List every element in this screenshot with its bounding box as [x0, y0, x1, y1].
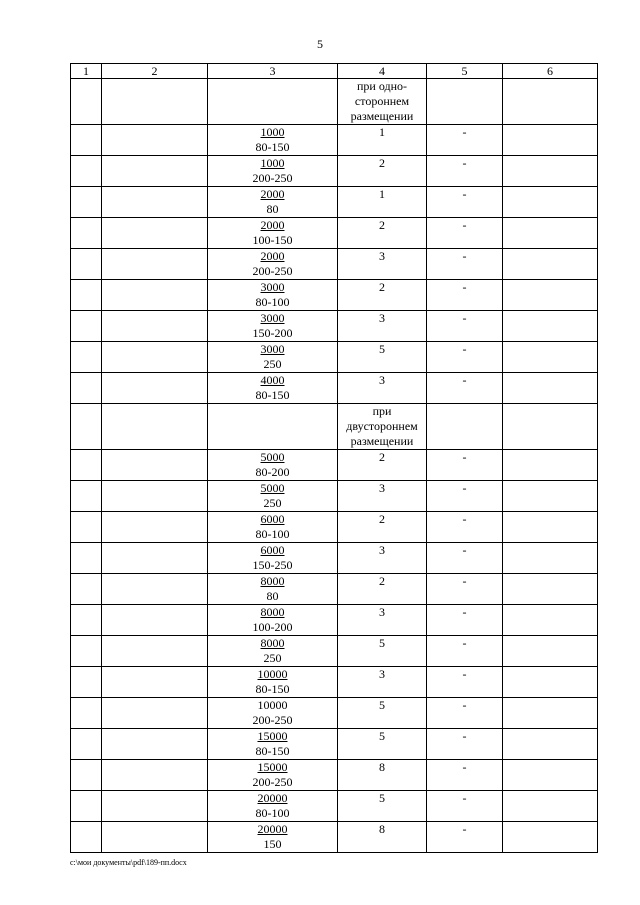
table-cell	[102, 311, 208, 342]
table-cell	[102, 125, 208, 156]
dash-value: -	[427, 760, 503, 791]
table-cell	[208, 760, 338, 791]
table-cell	[208, 481, 338, 512]
dash-value: -	[427, 450, 503, 481]
count-value: 3	[338, 605, 427, 636]
table-cell	[208, 574, 338, 605]
count-value: 8	[338, 822, 427, 853]
table-cell	[102, 698, 208, 729]
dash-value: -	[427, 249, 503, 280]
table-cell	[503, 187, 598, 218]
table-cell	[503, 373, 598, 404]
table-cell	[208, 822, 338, 853]
dash-value: -	[427, 512, 503, 543]
table-cell	[503, 543, 598, 574]
table-cell	[503, 605, 598, 636]
table-cell	[71, 698, 102, 729]
table-cell	[208, 187, 338, 218]
table-cell	[71, 450, 102, 481]
table-cell	[102, 481, 208, 512]
count-value: 1	[338, 125, 427, 156]
table-cell	[71, 156, 102, 187]
table-row	[71, 822, 598, 853]
range-value: 200-250	[252, 713, 293, 727]
count-value: 5	[338, 791, 427, 822]
table-row	[71, 342, 598, 373]
table-cell	[208, 667, 338, 698]
volume-value: 10000	[257, 667, 288, 681]
table-cell	[102, 373, 208, 404]
column-header: 3	[208, 64, 338, 79]
table-cell	[71, 187, 102, 218]
table-cell	[208, 698, 338, 729]
table-cell	[102, 450, 208, 481]
table-cell	[208, 79, 338, 125]
table-body	[71, 79, 598, 853]
table-cell	[503, 79, 598, 125]
volume-value: 2000	[260, 249, 285, 263]
table-cell	[102, 342, 208, 373]
placement-note-line: размещении	[350, 109, 414, 123]
count-value: 3	[338, 667, 427, 698]
page-number: 5	[317, 37, 323, 51]
table-cell	[71, 605, 102, 636]
range-value: 80-150	[255, 388, 290, 402]
table-cell	[503, 450, 598, 481]
range-value: 150-200	[252, 326, 293, 340]
table-cell	[208, 311, 338, 342]
table-row	[71, 605, 598, 636]
volume-value: 6000	[260, 543, 285, 557]
range-value: 80-100	[255, 295, 290, 309]
table-cell	[71, 574, 102, 605]
table-cell	[102, 218, 208, 249]
table-cell	[71, 342, 102, 373]
column-header: 5	[427, 64, 503, 79]
table-cell	[208, 512, 338, 543]
volume-value: 1000	[260, 125, 285, 139]
range-value: 80-200	[255, 465, 290, 479]
placement-note-line: стороннем	[354, 94, 410, 108]
count-value: 1	[338, 187, 427, 218]
table-cell	[102, 636, 208, 667]
table-cell	[71, 729, 102, 760]
table-cell	[102, 791, 208, 822]
table-row	[71, 481, 598, 512]
table-cell	[503, 481, 598, 512]
table-cell	[102, 543, 208, 574]
range-value: 80-150	[255, 744, 290, 758]
volume-value: 3000	[260, 311, 285, 325]
dash-value: -	[427, 156, 503, 187]
table-cell	[102, 574, 208, 605]
range-value: 80	[266, 202, 279, 216]
range-value: 200-250	[252, 264, 293, 278]
table-cell	[208, 280, 338, 311]
table-cell	[503, 404, 598, 450]
table-cell	[102, 822, 208, 853]
table-cell	[102, 187, 208, 218]
table-cell	[102, 760, 208, 791]
table-cell	[503, 729, 598, 760]
table-cell	[338, 79, 427, 125]
column-header: 6	[503, 64, 598, 79]
table-cell	[71, 311, 102, 342]
table-cell	[503, 280, 598, 311]
table-cell	[71, 218, 102, 249]
dash-value: -	[427, 729, 503, 760]
table-cell	[71, 481, 102, 512]
table-cell	[102, 512, 208, 543]
range-value: 100-150	[252, 233, 293, 247]
range-value: 250	[263, 496, 282, 510]
table-cell	[102, 156, 208, 187]
volume-value: 3000	[260, 342, 285, 356]
table-cell	[102, 249, 208, 280]
volume-value: 10000	[257, 698, 288, 712]
count-value: 3	[338, 373, 427, 404]
table-row	[71, 791, 598, 822]
table-row	[71, 667, 598, 698]
count-value: 2	[338, 574, 427, 605]
table-cell	[71, 667, 102, 698]
dash-value: -	[427, 574, 503, 605]
table-cell	[427, 79, 503, 125]
table-cell	[503, 156, 598, 187]
table-cell	[427, 404, 503, 450]
table-cell	[208, 342, 338, 373]
table-cell	[71, 636, 102, 667]
table-cell	[208, 249, 338, 280]
table-cell	[102, 729, 208, 760]
volume-value: 15000	[257, 729, 288, 743]
count-value: 2	[338, 450, 427, 481]
table-cell	[503, 574, 598, 605]
table-cell	[102, 404, 208, 450]
range-value: 80	[266, 589, 279, 603]
table-row	[71, 760, 598, 791]
range-value: 250	[263, 651, 282, 665]
dash-value: -	[427, 187, 503, 218]
table-cell	[503, 249, 598, 280]
range-value: 80-100	[255, 806, 290, 820]
table-cell	[71, 125, 102, 156]
volume-value: 2000	[260, 187, 285, 201]
range-value: 250	[263, 357, 282, 371]
table-cell	[208, 218, 338, 249]
count-value: 5	[338, 636, 427, 667]
placement-note-line: размещении	[350, 434, 414, 448]
table-cell	[102, 79, 208, 125]
range-value: 80-100	[255, 527, 290, 541]
table-row	[71, 125, 598, 156]
dash-value: -	[427, 481, 503, 512]
table-row	[71, 729, 598, 760]
table-row	[71, 512, 598, 543]
count-value: 3	[338, 481, 427, 512]
table-cell	[102, 667, 208, 698]
count-value: 5	[338, 342, 427, 373]
table-cell	[503, 791, 598, 822]
volume-value: 5000	[260, 481, 285, 495]
table-cell	[208, 605, 338, 636]
table-row	[71, 156, 598, 187]
volume-value: 8000	[260, 574, 285, 588]
table-cell	[71, 280, 102, 311]
table-cell	[503, 698, 598, 729]
dash-value: -	[427, 125, 503, 156]
placement-note-line: при одно-	[356, 79, 408, 93]
file-path-footer: c:\мои документы\pdf\189-пп.docx	[70, 858, 187, 867]
count-value: 8	[338, 760, 427, 791]
table-cell	[208, 125, 338, 156]
placement-note-line: при	[372, 404, 392, 418]
table-cell	[503, 311, 598, 342]
column-header: 1	[71, 64, 102, 79]
table-cell	[102, 605, 208, 636]
table-cell	[503, 636, 598, 667]
count-value: 2	[338, 218, 427, 249]
volume-value: 1000	[260, 156, 285, 170]
dash-value: -	[427, 311, 503, 342]
count-value: 3	[338, 311, 427, 342]
placement-note-line: двустороннем	[346, 419, 418, 433]
table-row	[71, 187, 598, 218]
dash-value: -	[427, 667, 503, 698]
volume-value: 15000	[257, 760, 288, 774]
dash-value: -	[427, 698, 503, 729]
count-value: 5	[338, 729, 427, 760]
dash-value: -	[427, 543, 503, 574]
count-value: 2	[338, 156, 427, 187]
range-value: 80-150	[255, 140, 290, 154]
table-cell	[338, 404, 427, 450]
volume-value: 4000	[260, 373, 285, 387]
column-header: 4	[338, 64, 427, 79]
table-cell	[208, 373, 338, 404]
table-cell	[503, 512, 598, 543]
table-cell	[208, 156, 338, 187]
table-cell	[208, 729, 338, 760]
table-cell	[208, 636, 338, 667]
table-row	[71, 373, 598, 404]
volume-value: 5000	[260, 450, 285, 464]
volume-value: 20000	[257, 822, 288, 836]
table-cell	[71, 373, 102, 404]
table-cell	[503, 125, 598, 156]
range-value: 80-150	[255, 682, 290, 696]
table-cell	[208, 404, 338, 450]
range-value: 150-250	[252, 558, 293, 572]
count-value: 2	[338, 280, 427, 311]
table-row	[71, 249, 598, 280]
dash-value: -	[427, 791, 503, 822]
table-cell	[503, 760, 598, 791]
table-cell	[503, 667, 598, 698]
table-cell	[71, 404, 102, 450]
table-cell	[208, 543, 338, 574]
dash-value: -	[427, 822, 503, 853]
table-cell	[503, 822, 598, 853]
table-note-row	[71, 404, 598, 450]
table-row	[71, 574, 598, 605]
volume-value: 2000	[260, 218, 285, 232]
range-value: 200-250	[252, 775, 293, 789]
dash-value: -	[427, 605, 503, 636]
count-value: 5	[338, 698, 427, 729]
table-cell	[71, 512, 102, 543]
count-value: 3	[338, 249, 427, 280]
document-table	[70, 63, 598, 853]
volume-value: 3000	[260, 280, 285, 294]
table-cell	[102, 280, 208, 311]
table-cell	[503, 218, 598, 249]
dash-value: -	[427, 342, 503, 373]
table-cell	[71, 822, 102, 853]
dash-value: -	[427, 280, 503, 311]
table-row	[71, 450, 598, 481]
table-cell	[71, 543, 102, 574]
table-cell	[71, 760, 102, 791]
table-cell	[71, 79, 102, 125]
table-cell	[208, 450, 338, 481]
table-row	[71, 698, 598, 729]
table-row	[71, 218, 598, 249]
table-cell	[503, 342, 598, 373]
count-value: 2	[338, 512, 427, 543]
table-cell	[71, 791, 102, 822]
dash-value: -	[427, 373, 503, 404]
range-value: 100-200	[252, 620, 293, 634]
table-cell	[208, 791, 338, 822]
volume-value: 8000	[260, 636, 285, 650]
dash-value: -	[427, 218, 503, 249]
table-header-row	[71, 64, 598, 79]
dash-value: -	[427, 636, 503, 667]
column-header: 2	[102, 64, 208, 79]
count-value: 3	[338, 543, 427, 574]
range-value: 150	[263, 837, 282, 851]
table-row	[71, 280, 598, 311]
volume-value: 6000	[260, 512, 285, 526]
volume-value: 8000	[260, 605, 285, 619]
range-value: 200-250	[252, 171, 293, 185]
table-cell	[71, 249, 102, 280]
table-row	[71, 543, 598, 574]
table-row	[71, 636, 598, 667]
table-note-row	[71, 79, 598, 125]
volume-value: 20000	[257, 791, 288, 805]
table-row	[71, 311, 598, 342]
